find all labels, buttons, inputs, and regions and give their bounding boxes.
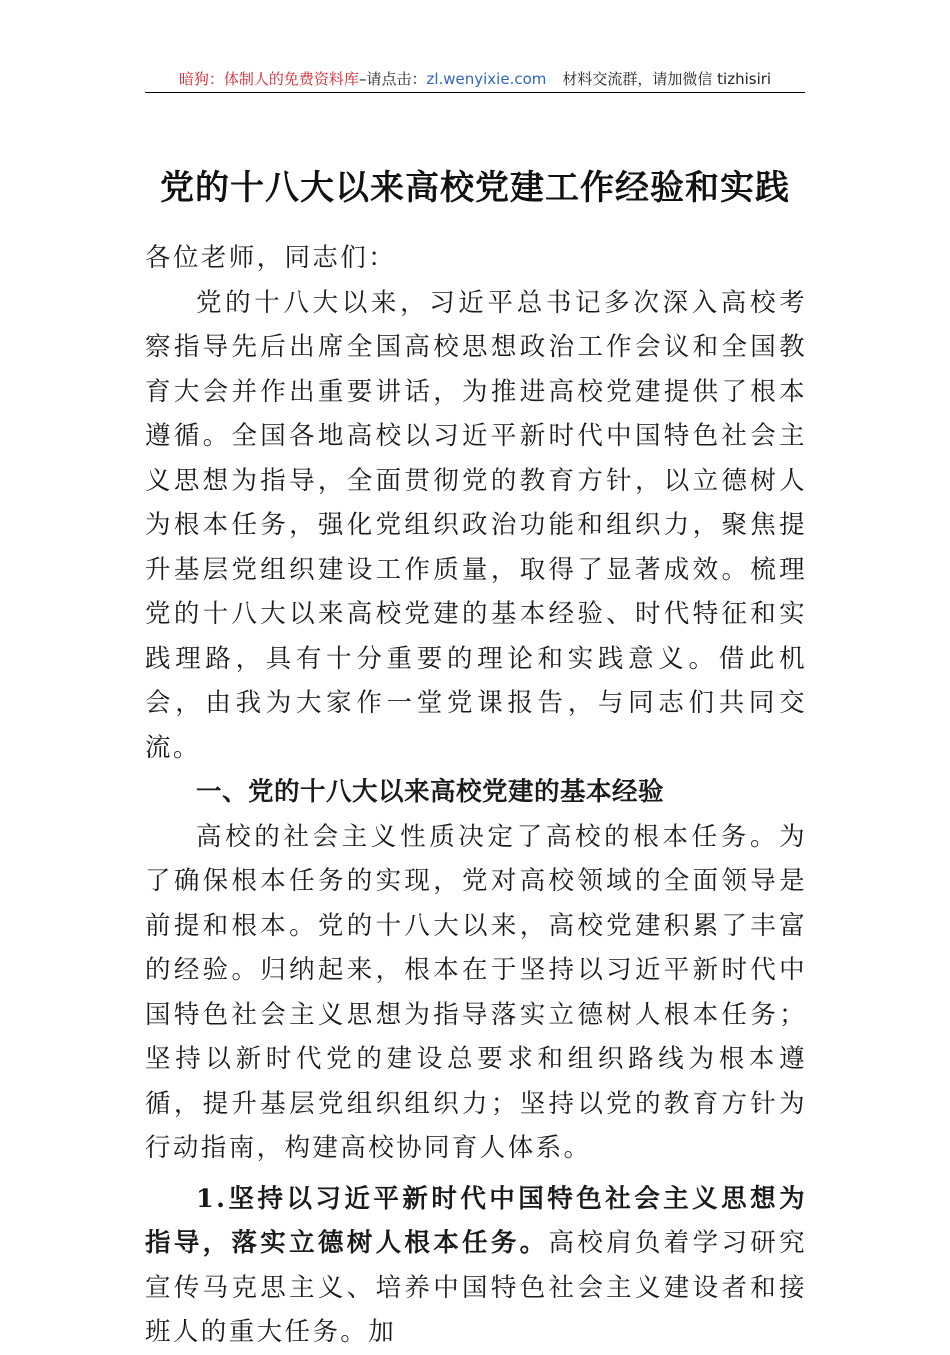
document-body [145,236,807,1355]
section-1-paragraph: 高校的社会主义性质决定了高校的根本任务。为了确保根本任务的实现，党对高校领域的全面领导是前提和根本。党的十八大以来，高校党建积累了丰富的经验。归纳起来，根本在于坚持以习近平新时代中国特色社会主义思想为指导落实立德树人根本任务；坚持以新时代党的建设总要求和组织路线为根本遵循，提升基层党组织组织力；坚持以党的教育方针为行动指南，构建高校协同育人体系。 [145,821,807,1163]
header-click-prompt: –请点击： [358,70,427,88]
intro-paragraph: 党的十八大以来，习近平总书记多次深入高校考察指导先后出席全国高校思想政治工作会议和全国教育大会并作出重要讲话，为推进高校党建提供了根本遵循。全国各地高校以习近平新时代中国特色社会主义思想为指导，全面贯彻党的教育方针，以立德树人为根本任务，强化党组织政治功能和组织力，聚焦提升基层党组织建设工作质量，取得了显著成效。梳理党的十八大以来高校党建的基本经验、时代特征和实践理路，具有十分重要的理论和实践意义。借此机会，由我为大家作一堂党课报告，与同志们共同交流。 [145,287,807,763]
document-title: 党的十八大以来高校党建工作经验和实践 [160,168,790,208]
page-header [145,66,805,93]
point-1-paragraph [145,1177,807,1355]
header-group-note: 材料交流群，请加微信 tizhisiri [562,70,772,88]
section-1-heading: 一、党的十八大以来高校党建的基本经验 [196,777,665,807]
salutation: 各位老师，同志们： [145,243,397,273]
header-site-name: 暗狗：体制人的免费资料库 [178,70,359,88]
point-1-heading: 1.坚持以习近平新时代中国特色社会主义思想为指导，落实立德树人根本任务。 [145,1183,807,1258]
header-url-link[interactable]: zl.wenyixie.com [426,70,547,88]
point-1-text: 高校肩负着学习研究宣传马克思主义、培养中国特色社会主义建设者和接班人的重大任务。加 [145,1228,807,1347]
